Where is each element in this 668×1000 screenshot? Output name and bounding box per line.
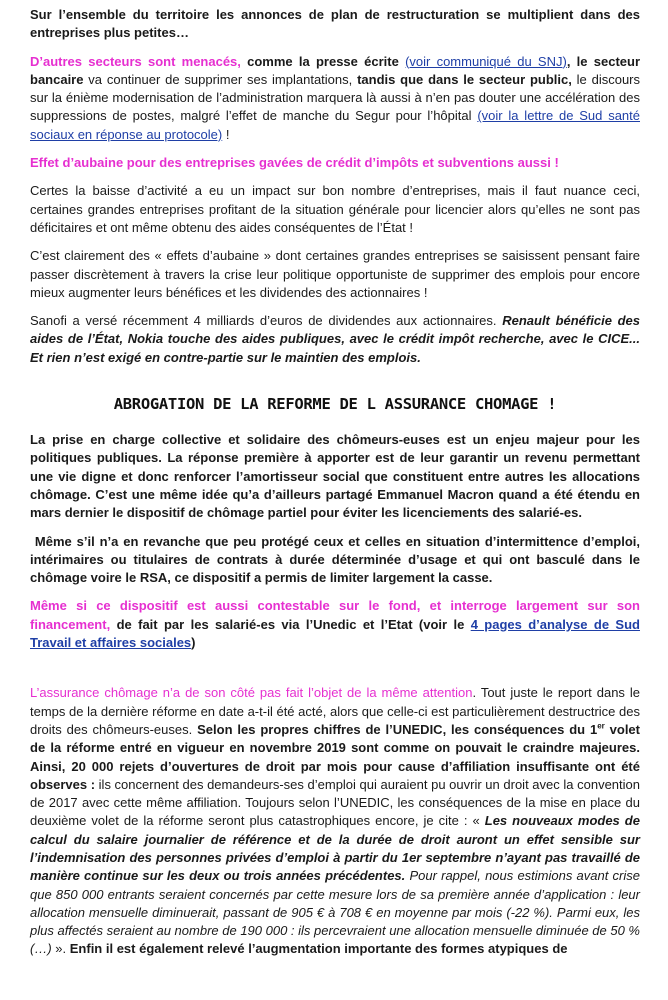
sectors-text-e: tandis que dans le secteur public, bbox=[357, 71, 572, 87]
unedic-text-2: volet de la réforme entré en vigueur en novembre 2019 sont comme on pouvait le craindre majeures. Ainsi, 20 000 rejets d’ouvertures de droit par mois pour cause d’affiliation insuffisante ont été observes : bbox=[30, 721, 640, 792]
paragraph-dispositif bbox=[30, 597, 640, 652]
paragraph-prise-en-charge: La prise en charge collective et solidaire des chômeurs-euses est un enjeu majeur pour les politiques publiques. La réponse première à apporter est de leur garantir un revenu permettant une vie digne et donc renforcer l’amortisseur social que constituent entre autres les allocations chômage. C’est une même idée qu’a d’ailleurs partagé Emmanuel Macron quand a été étendu en mars dernier le dispositif de chômage partiel pour éviter les licenciements des salarié-es. bbox=[30, 432, 640, 521]
quote-bold-italic: Les nouveaux modes de calcul du salaire journalier de référence et de la durée de droit auront un effet sensible sur l’indemnisation des personnes privées d’emploi à partir du 1er septembre n’ayant pas travaillé de manière continue sur les deux ou trois années précédentes. bbox=[30, 813, 640, 884]
snj-link[interactable]: (voir communiqué du SNJ) bbox=[405, 53, 567, 69]
renault-nokia-text: Renault bénéficie des aides de l’État, Nokia touche des aides publiques, avec le crédit impôt recherche, avec le CICE... Et rien n’est exigé en contre-partie sur le maintien des emplois. bbox=[30, 313, 641, 365]
dispositif-text: de fait par les salarié-es via l’Unedic et l’Etat (voir le bbox=[110, 616, 471, 632]
section-heading: ABROGATION DE LA REFORME DE L ASSURANCE CHOMAGE ! bbox=[113, 395, 557, 414]
aubaine-subheading: Effet d’aubaine pour des entreprises gavées de crédit d’impôts et subventions aussi ! bbox=[30, 155, 559, 171]
sectors-highlight: D’autres secteurs sont menacés, bbox=[30, 53, 241, 69]
paragraph-aubaine-heading bbox=[30, 154, 640, 172]
sectors-text-d: va continuer de supprimer ses implantations, bbox=[83, 71, 358, 87]
assurance-text-b: . Tout juste le report dans le temps de la dernière réforme en date a-t-il été acté, alors que celle-ci est particulièrement destructrice des droits des chômeurs-euses. bbox=[30, 685, 640, 737]
sud-sante-link[interactable]: (voir la lettre de Sud santé sociaux en réponse au protocole) bbox=[30, 108, 640, 142]
paragraph-intro bbox=[30, 6, 640, 43]
unedic-text-1: Selon les propres chiffres de l’UNEDIC, les conséquences du 1 bbox=[197, 721, 598, 737]
paragraph-assurance-chomage bbox=[30, 684, 640, 958]
dispositif-close: ) bbox=[191, 635, 196, 651]
assurance-text-d: ils concernent des demandeurs-ses d’emploi qui auraient pu ouvrir un droit avec la convention de 2017 avec cette même affiliation. Toujours selon l’UNEDIC, les conséquences de la mise en place du deuxième volet de la réforme seront plus catastrophiques encore, je cite : « bbox=[30, 776, 640, 829]
sectors-text-g: ! bbox=[222, 126, 230, 142]
sectors-text-f: le discours sur la énième modernisation de l’administration marquera là aussi à n’en pas douter une accélération des suppressions de postes, malgré l’effet de manche du Segur pour l’hôpital bbox=[30, 71, 641, 124]
paragraph-effets-aubaine: C’est clairement des « effets d’aubaine » dont certaines grandes entreprises se saisissent pensant faire passer discrètement à travers la crise leur politique opportuniste de supprimer des emplois pour encore mieux augmenter leurs bénéfices et les dividendes des actionnaires ! bbox=[30, 248, 640, 300]
assurance-highlight: L’assurance chômage n’a de son côté pas fait l’objet de la même attention bbox=[30, 685, 473, 701]
assurance-text-h: Enfin il est également relevé l’augmentation importante des formes atypiques de bbox=[69, 941, 568, 957]
quote-close: ». bbox=[51, 941, 70, 957]
sectors-text-b: comme la presse écrite bbox=[240, 53, 406, 69]
paragraph-activity: Certes la baisse d’activité a eu un impact sur bon nombre d’entreprises, mais il faut nuance ceci, certaines grandes entreprises profitant de la situation générale pour licencier alors qu’elles ne sont pas déficitaires et ont même obtenu des aides conséquentes de l’État ! bbox=[30, 183, 640, 235]
sanofi-text: Sanofi a versé récemment 4 milliards d’euros de dividendes aux actionnaires. bbox=[30, 313, 503, 329]
quote-italic: Pour rappel, nous estimions avant crise que 850 000 entrants seraient concernés par cette mesure lors de sa première année d’application : leur allocation mensuelle diminuerait, passant de 905 € à 708 € en moyenne par mois (-22 %). Parmi eux, les plus affectés seraient au nombre de 190 000 : ils percevraient une allocation mensuelle diminuée de 50 % (…) bbox=[30, 868, 640, 957]
paragraph-sectors bbox=[30, 53, 640, 144]
paragraph-sanofi bbox=[30, 312, 640, 367]
paragraph-intermittence: Même s’il n’a en revanche que peu protégé ceux et celles en situation d’intermittence d’emploi, intérimaires ou titulaires de contrats à durée déterminée d’usage et qui ont basculé dans le chômage voire le RSA, ce dispositif a permis de limiter largement la casse. bbox=[30, 533, 644, 586]
sud-travail-link[interactable]: 4 pages d’analyse de Sud Travail et affaires sociales bbox=[30, 616, 640, 651]
intro-text: Sur l’ensemble du territoire les annonces de plan de restructuration se multiplient dans des entreprises plus petites… bbox=[30, 7, 640, 41]
sectors-text-c: , le secteur bancaire bbox=[30, 53, 640, 87]
dispositif-highlight: Même si ce dispositif est aussi contestable sur le fond, et interroge largement sur son financement, bbox=[30, 598, 640, 632]
ordinal-sup: er bbox=[597, 721, 605, 731]
